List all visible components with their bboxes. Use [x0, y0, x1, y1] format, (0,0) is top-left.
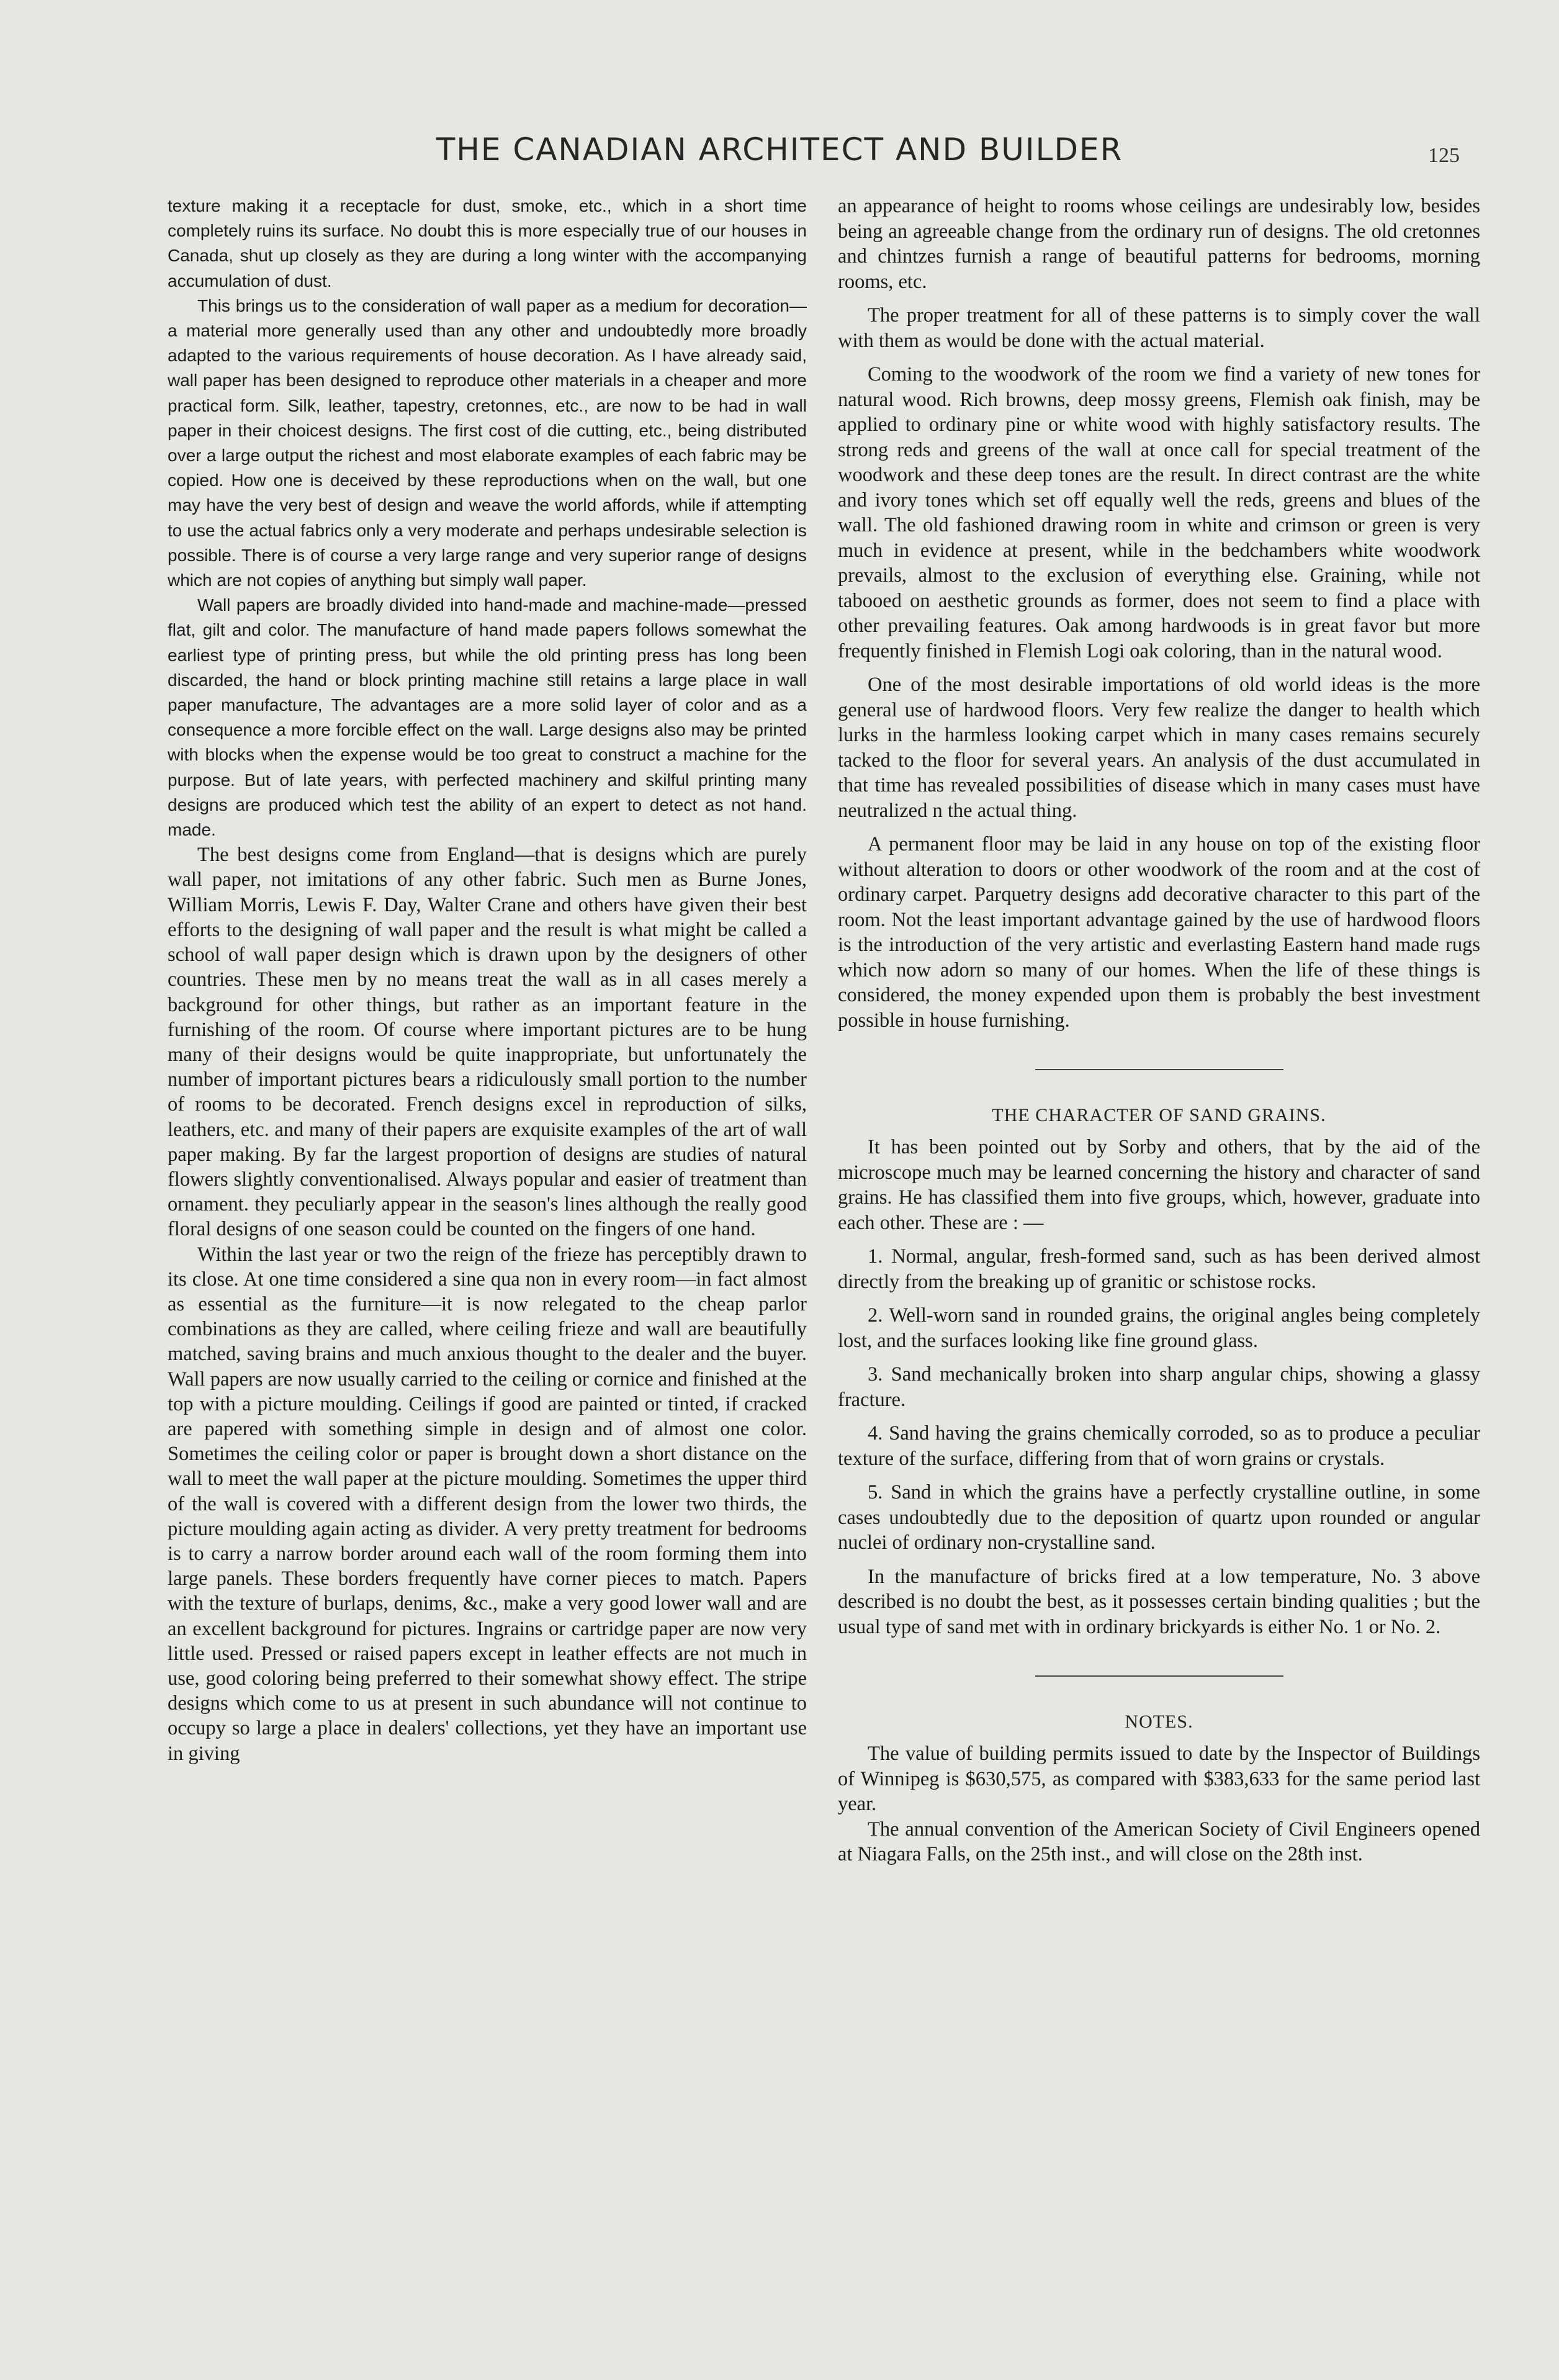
- paragraph: The value of building permits issued to date by the Inspector of Buildings of Winnipeg is $630,575, as compared with $383,633 for the same period last year.: [838, 1742, 1480, 1815]
- paragraph: Within the last year or two the reign of the frieze has perceptibly drawn to its close. At one time considered a sine qua non in every room—in fact almost as essential as the furniture—it is now relegated to the cheap parlor combinations as they are called, where ceiling frieze and wall are beautifully matched, saving brains and much anxious thought to the dealer and the buyer. Wall papers are now usually carried to the ceiling or cornice and finished at the top with a picture moulding. Ceilings if good are painted or tinted, if cracked are papered with something simple in design and of almost one color. Sometimes the ceiling color or paper is brought down a short distance on the wall to meet the wall paper at the picture moulding. Sometimes the upper third of the wall is covered with a different design from the lower two thirds, the picture moulding again acting as divider. A very pretty treatment for bedrooms is to carry a narrow border around each wall of the room forming them into large panels. These borders frequently have corner pieces to match. Papers with the texture of burlaps, denims, &c., make a very good lower wall and are an excellent background for pictures. Ingrains or cartridge paper are now very little used. Pressed or raised papers except in leather effects are not much in use, good coloring being preferred to their somewhat showy effect. The stripe designs which come to us at present in such abundance will not continue to occupy so large a place in dealers' collections, yet they have an important use in giving: [168, 1243, 807, 1765]
- paragraph: an appearance of height to rooms whose ceilings are undesirably low, besides being an agreeable change from the ordinary run of designs. The old cretonnes and chintzes furnish a range of beautiful patterns for bedrooms, morning rooms, etc.: [838, 195, 1480, 293]
- page-header: [0, 132, 1559, 181]
- section-divider: [1035, 1069, 1283, 1070]
- paragraph: In the manufacture of bricks fired at a low temperature, No. 3 above described is no doubt the best, as it possesses certain binding qualities ; but the usual type of sand met with in ordinary brickyards is either No. 1 or No. 2.: [838, 1565, 1480, 1638]
- paragraph: This brings us to the consideration of wall paper as a medium for decoration—a material more generally used than any other and undoubtedly more broadly adapted to the various requirements of house decoration. As I have already said, wall paper has been designed to reproduce other materials in a cheaper and more practical form. Silk, leather, tapestry, cretonnes, etc., are now to be had in wall paper in their choicest designs. The first cost of die cutting, etc., being distributed over a large output the richest and most elaborate examples of each fabric may be copied. How one is deceived by these reproductions when on the wall, but one may have the very best of design and weave the world affords, while if attempting to use the actual fabrics only a very moderate and perhaps undesirable selection is possible. There is of course a very large range and very superior range of designs which are not copies of anything but simply wall paper.: [168, 295, 807, 590]
- section-heading-sand: THE CHARACTER OF SAND GRAINS.: [992, 1105, 1326, 1125]
- page-number: 125: [1428, 144, 1460, 167]
- paragraph: texture making it a receptacle for dust, smoke, etc., which in a short time completely ruins its surface. No doubt this is more especially true of our houses in Canada, shut up closely as they are during a long winter with the accompanying accumulation of dust.: [168, 196, 807, 291]
- list-item: 3. Sand mechanically broken into sharp angular chips, showing a glassy fracture.: [838, 1363, 1480, 1411]
- journal-title: THE CANADIAN ARCHITECT AND BUILDER: [436, 132, 1123, 168]
- list-item: 1. Normal, angular, fresh-formed sand, such as has been derived almost directly from the breaking up of granitic or schistose rocks.: [838, 1245, 1480, 1293]
- paragraph: The proper treatment for all of these patterns is to simply cover the wall with them as would be done with the actual material.: [838, 304, 1480, 352]
- paragraph: Wall papers are broadly divided into hand-made and machine-made—pressed flat, gilt and color. The manufacture of hand made papers follows somewhat the earliest type of printing press, but while the old printing press has long been discarded, the hand or block printing machine still retains a large place in wall paper manufacture, The advantages are a more solid layer of color and as a consequence a more forcible effect on the wall. Large designs also may be printed with blocks when the expense would be too great to construct a machine for the purpose. But of late years, with perfected machinery and skilful printing many designs are produced which test the ability of an expert to detect as not hand. made.: [168, 595, 807, 840]
- section-divider: [1035, 1675, 1283, 1677]
- paragraph: The best designs come from England—that is designs which are purely wall paper, not imitations of any other fabric. Such men as Burne Jones, William Morris, Lewis F. Day, Walter Crane and others have given their best efforts to the designing of wall paper and the result is what might be called a school of wall paper design which is drawn upon by the designers of other countries. These men by no means treat the wall as in all cases merely a background for other things, but rather as an important feature in the furnishing of the room. Of course where important pictures are to be hung many of their designs would be quite inappropriate, but unfortunately the number of important pictures bears a ridiculously small portion to the number of rooms to be decorated. French designs excel in reproduction of silks, leathers, etc. and many of their papers are exquisite examples of the art of wall paper making. By far the largest proportion of designs are studies of natural flowers slightly conventionalised. Always popular and easier of treatment than ornament. they peculiarly appear in the season's lines although the really good floral designs of one season could be counted on the fingers of one hand.: [168, 844, 807, 1241]
- section-heading-notes: NOTES.: [1125, 1711, 1193, 1732]
- paragraph: One of the most desirable importations of old world ideas is the more general use of hardwood floors. Very few realize the danger to health which lurks in the harmless looking carpet which in many cases remains securely tacked to the floor for several years. An analysis of the dust accumulated in that time has revealed possibilities of disease which in many cases must have neutralized n the actual thing.: [838, 674, 1480, 822]
- list-item: 2. Well-worn sand in rounded grains, the original angles being completely lost, and the surfaces looking like fine ground glass.: [838, 1304, 1480, 1352]
- list-item: 5. Sand in which the grains have a perfectly crystalline outline, in some cases undoubtedly due to the deposition of quartz upon rounded or angular nuclei of ordinary non-crystalline sand.: [838, 1481, 1480, 1554]
- left-column: [168, 194, 807, 1766]
- paragraph: A permanent floor may be laid in any house on top of the existing floor without alteration to doors or other woodwork of the room and at the cost of ordinary carpet. Parquetry designs add decorative character to this part of the room. Not the least important advantage gained by the use of hardwood floors is the introduction of the very artistic and everlasting Eastern hand made rugs which now adorn so many of our homes. When the life of these things is considered, the money expended upon them is probably the best investment possible in house furnishing.: [838, 833, 1480, 1032]
- paragraph: The annual convention of the American Society of Civil Engineers opened at Niagara Falls, on the 25th inst., and will close on the 28th inst.: [838, 1818, 1480, 1865]
- list-item: 4. Sand having the grains chemically corroded, so as to produce a peculiar texture of the surface, differing from that of worn grains or crystals.: [838, 1422, 1480, 1470]
- paragraph: Coming to the woodwork of the room we find a variety of new tones for natural wood. Rich browns, deep mossy greens, Flemish oak finish, may be applied to ordinary pine or white wood with highly satisfactory results. The strong reds and greens of the wall at once call for special treatment of the woodwork and these deep tones are the result. In direct contrast are the white and ivory tones which set off equally well the reds, greens and blues of the wall. The old fashioned drawing room in white and crimson or green is very much in evidence at present, while in the bedchambers white woodwork prevails, almost to the exclusion of everything else. Graining, while not tabooed on aesthetic grounds as former, does not seem to find a place with other prevailing features. Oak among hardwoods is in great favor but more frequently finished in Flemish Logi oak coloring, than in the natural wood.: [838, 363, 1480, 662]
- right-column: [838, 194, 1480, 1867]
- paragraph: It has been pointed out by Sorby and others, that by the aid of the microscope much may be learned concerning the history and character of sand grains. He has classified them into five groups, which, however, graduate into each other. These are : —: [838, 1136, 1480, 1234]
